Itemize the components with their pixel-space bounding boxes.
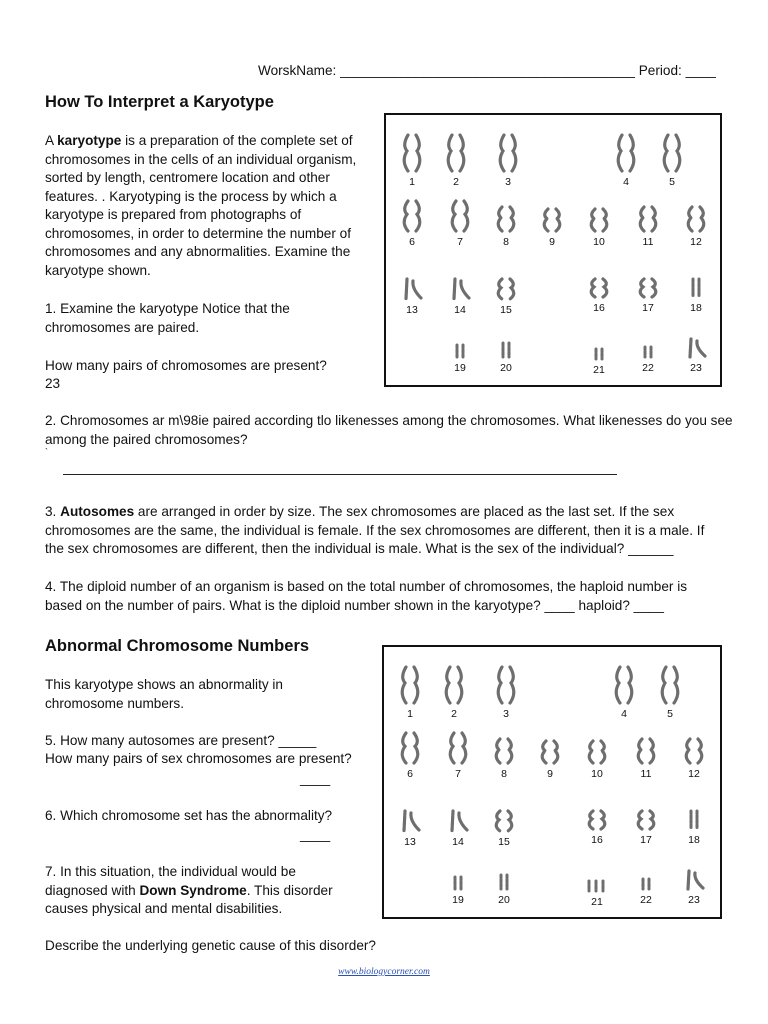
stray-mark: `	[45, 447, 48, 457]
section-title-abnormal: Abnormal Chromosome Numbers	[45, 637, 310, 655]
section2-intro: This karyotype shows an abnormality in chromosome numbers.	[45, 677, 283, 711]
chromosome-4-normal	[613, 133, 639, 188]
chromosome-number-label: 1	[407, 708, 413, 720]
question-3	[45, 503, 717, 559]
chromosome-15-normal	[493, 277, 519, 316]
chromosome-number-label: 8	[501, 768, 507, 780]
chromosome-10-normal	[586, 207, 612, 248]
question-7	[45, 863, 345, 919]
chromosome-number-label: 18	[688, 834, 700, 846]
chromosome-number-label: 16	[591, 834, 603, 846]
chromosome-number-label: 19	[454, 362, 466, 374]
chromosome-19-abnormal	[445, 875, 471, 906]
intro-paragraph	[45, 132, 367, 280]
chromosome-number-label: 12	[690, 236, 702, 248]
term-autosomes: Autosomes	[60, 504, 135, 519]
answer-line-2[interactable]	[63, 474, 617, 475]
chromosome-8-normal	[493, 205, 519, 248]
chromosome-number-label: 22	[640, 894, 652, 906]
chromosome-number-label: 14	[454, 304, 466, 316]
chromosome-14-abnormal	[445, 809, 471, 848]
question-1: 1. Examine the karyotype Notice that the chromosomes are paired.	[45, 301, 290, 335]
chromosome-21-abnormal	[584, 879, 610, 908]
chromosome-2-abnormal	[441, 665, 467, 720]
chromosome-3-abnormal	[493, 665, 519, 720]
chromosome-14-normal	[447, 277, 473, 316]
chromosome-10-abnormal	[584, 739, 610, 780]
chromosome-number-label: 21	[593, 364, 605, 376]
chromosome-number-label: 11	[642, 236, 654, 248]
name-blank[interactable]: _______________________________________	[340, 63, 635, 78]
chromosome-5-abnormal	[657, 665, 683, 720]
worksheet-header	[258, 62, 716, 81]
chromosome-17-normal	[635, 277, 661, 314]
chromosome-12-abnormal	[681, 737, 707, 780]
chromosome-20-normal	[493, 341, 519, 374]
chromosome-number-label: 19	[452, 894, 464, 906]
chromosome-23-abnormal	[681, 869, 707, 906]
q7-pre: 7. In this situation, the individual would be diagnosed with	[45, 864, 296, 898]
chromosome-number-label: 5	[667, 708, 673, 720]
chromosome-number-label: 6	[407, 768, 413, 780]
chromosome-number-label: 16	[593, 302, 605, 314]
chromosome-number-label: 9	[547, 768, 553, 780]
chromosome-16-normal	[586, 277, 612, 314]
section-title-interpret: How To Interpret a Karyotype	[45, 93, 274, 111]
chromosome-number-label: 2	[451, 708, 457, 720]
karyotype-image-normal	[384, 113, 722, 387]
answer-1b: 23	[45, 376, 61, 391]
chromosome-number-label: 17	[642, 302, 654, 314]
chromosome-22-normal	[635, 345, 661, 374]
chromosome-9-normal	[539, 207, 565, 248]
chromosome-16-abnormal	[584, 809, 610, 846]
chromosome-number-label: 10	[591, 768, 603, 780]
chromosome-20-abnormal	[491, 873, 517, 906]
intro-pre: A	[45, 133, 58, 148]
chromosome-number-label: 20	[500, 362, 512, 374]
term-karyotype: karyotype	[57, 133, 122, 148]
chromosome-13-abnormal	[397, 809, 423, 848]
chromosome-number-label: 21	[591, 896, 603, 908]
chromosome-number-label: 11	[640, 768, 652, 780]
chromosome-number-label: 14	[452, 836, 464, 848]
chromosome-number-label: 23	[688, 894, 700, 906]
q7-post: . This disorder causes physical and mental disabilities.	[45, 882, 333, 916]
chromosome-number-label: 20	[498, 894, 510, 906]
chromosome-number-label: 4	[623, 176, 629, 188]
chromosome-number-label: 23	[690, 362, 702, 374]
chromosome-18-normal	[683, 277, 709, 314]
chromosome-number-label: 2	[453, 176, 459, 188]
chromosome-number-label: 13	[406, 304, 418, 316]
chromosome-number-label: 12	[688, 768, 700, 780]
answer-blank-6[interactable]: ____	[300, 827, 331, 842]
chromosome-6-normal	[399, 199, 425, 248]
chromosome-7-abnormal	[445, 731, 471, 780]
period-blank[interactable]: ____	[685, 63, 716, 78]
question-8: Describe the underlying genetic cause of this disorder?	[45, 938, 376, 953]
chromosome-13-normal	[399, 277, 425, 316]
chromosome-number-label: 22	[642, 362, 654, 374]
chromosome-7-normal	[447, 199, 473, 248]
chromosome-6-abnormal	[397, 731, 423, 780]
term-down-syndrome: Down Syndrome	[139, 882, 247, 898]
q3-pre: 3.	[45, 504, 61, 519]
chromosome-number-label: 17	[640, 834, 652, 846]
chromosome-number-label: 7	[455, 768, 461, 780]
question-2: 2. Chromosomes ar m\98ie paired according tlo likenesses among the chromosomes. What likenesses do you see among the paired chromosomes?	[45, 413, 733, 447]
chromosome-12-normal	[683, 205, 709, 248]
chromosome-1-normal	[399, 133, 425, 188]
chromosome-2-normal	[443, 133, 469, 188]
chromosome-19-normal	[447, 343, 473, 374]
answer-blank-5b[interactable]: ____	[300, 771, 331, 786]
question-4: 4. The diploid number of an organism is based on the total number of chromosomes, the haploid number is based on the number of pairs. What is the diploid number shown in the karyotype? ____ haploid? ____	[45, 579, 688, 613]
chromosome-11-abnormal	[633, 737, 659, 780]
period-label: Period:	[638, 63, 682, 78]
karyotype-image-abnormal	[382, 645, 722, 919]
chromosome-number-label: 3	[505, 176, 511, 188]
question-1b: How many pairs of chromosomes are present?	[45, 358, 327, 373]
chromosome-number-label: 9	[549, 236, 555, 248]
chromosome-3-normal	[495, 133, 521, 188]
chromosome-number-label: 10	[593, 236, 605, 248]
chromosome-number-label: 5	[669, 176, 675, 188]
chromosome-number-label: 1	[409, 176, 415, 188]
chromosome-15-abnormal	[491, 809, 517, 848]
chromosome-18-abnormal	[681, 809, 707, 846]
chromosome-number-label: 18	[690, 302, 702, 314]
chromosome-number-label: 3	[503, 708, 509, 720]
chromosome-number-label: 15	[498, 836, 510, 848]
question-6: 6. Which chromosome set has the abnormality?	[45, 808, 333, 823]
chromosome-number-label: 7	[457, 236, 463, 248]
chromosome-1-abnormal	[397, 665, 423, 720]
footer-link[interactable]: www.biologycorner.com	[338, 967, 430, 977]
chromosome-17-abnormal	[633, 809, 659, 846]
name-label: WorskName:	[258, 63, 337, 78]
chromosome-number-label: 15	[500, 304, 512, 316]
chromosome-number-label: 4	[621, 708, 627, 720]
chromosome-21-normal	[586, 347, 612, 376]
q3-post: are arranged in order by size. The sex chromosomes are placed as the last set. If the sex chromosomes are the same, the individual is female. If the sex chromosomes are different, then it is a male. If the sex chromosomes are different, then the individual is male. What is the sex of the individual? ______	[45, 504, 705, 556]
chromosome-8-abnormal	[491, 737, 517, 780]
chromosome-5-normal	[659, 133, 685, 188]
chromosome-22-abnormal	[633, 877, 659, 906]
chromosome-4-abnormal	[611, 665, 637, 720]
chromosome-23-normal	[683, 337, 709, 374]
question-5a: 5. How many autosomes are present? _____	[45, 733, 317, 748]
question-5b: How many pairs of sex chromosomes are present?	[45, 751, 352, 766]
chromosome-9-abnormal	[537, 739, 563, 780]
chromosome-number-label: 13	[404, 836, 416, 848]
intro-post: is a preparation of the complete set of chromosomes in the cells of an individual organism, sorted by length, centromere location and other features. . Karyotyping is the process by which a karyotype is prepared from photographs of chromosomes, in order to determine the number of chromosomes and any abnormalities. Examine the karyotype shown.	[45, 133, 357, 278]
chromosome-number-label: 8	[503, 236, 509, 248]
chromosome-number-label: 6	[409, 236, 415, 248]
chromosome-11-normal	[635, 205, 661, 248]
